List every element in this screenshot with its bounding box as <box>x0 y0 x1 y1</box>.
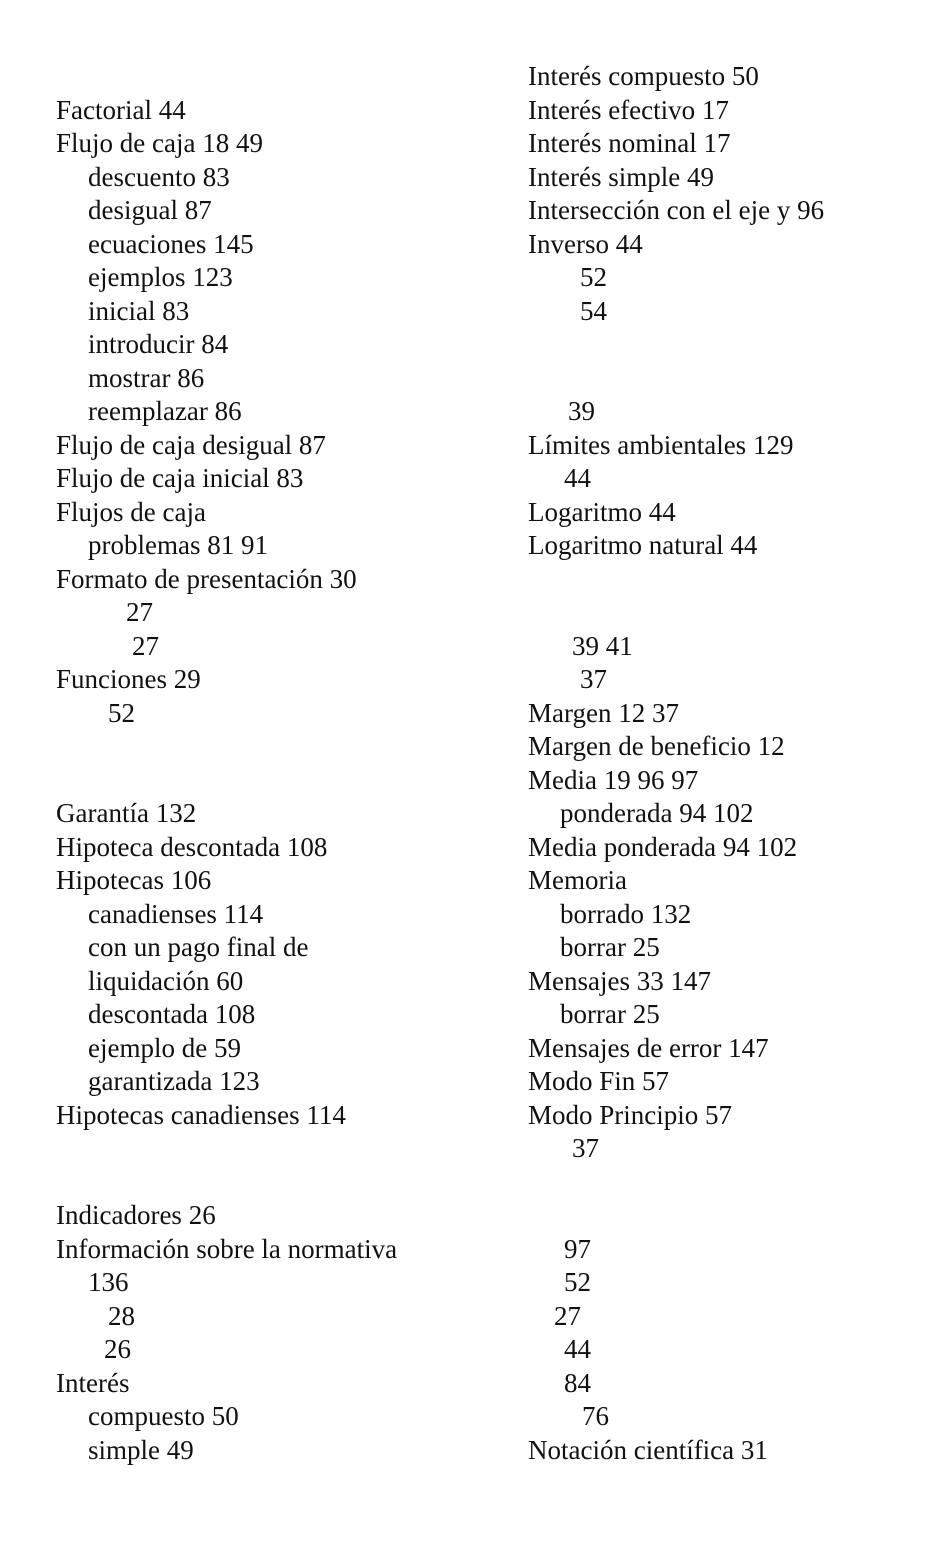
index-subentry: 27 <box>126 597 153 627</box>
index-subentry: 44 <box>564 463 591 493</box>
index-entry: Hipotecas 106 <box>56 865 212 895</box>
index-entry <box>528 1166 928 1200</box>
index-column-right <box>528 60 928 1467</box>
index-subentry: 52 <box>564 1267 591 1297</box>
index-subentry: garantizada 123 <box>88 1066 260 1096</box>
index-subentry: ponderada 94 102 <box>560 798 754 828</box>
index-subentry: 26 <box>104 1334 131 1364</box>
index-subentry: reemplazar 86 <box>88 396 242 426</box>
index-entry: Mensajes de error 147 <box>528 1032 769 1063</box>
index-subentry: 37 <box>580 664 607 694</box>
index-entry <box>528 596 928 630</box>
index-entry: Interés efectivo 17 <box>528 94 729 125</box>
index-entry: Margen de beneficio 12 <box>528 731 785 761</box>
index-entry <box>528 563 928 597</box>
index-subentry: 136 <box>88 1267 129 1297</box>
index-entry: Límites ambientales 129 <box>528 429 794 460</box>
index-subentry: ecuaciones 145 <box>88 228 254 259</box>
index-entry: Interés nominal 17 <box>528 128 731 158</box>
index-subentry: descontada 108 <box>88 999 256 1029</box>
index-entry: Garantía 132 <box>56 798 197 828</box>
index-entry: Intersección con el eje y 96 <box>528 195 825 225</box>
index-subentry: borrado 132 <box>560 898 692 929</box>
index-entry <box>56 1166 496 1200</box>
index-subentry: descuento 83 <box>88 161 230 192</box>
index-entry <box>528 1199 928 1233</box>
index-entry: Flujo de caja 18 49 <box>56 128 263 158</box>
index-subentry: 76 <box>582 1401 609 1431</box>
index-entry <box>528 328 928 362</box>
index-entry: Interés compuesto 50 <box>528 61 759 91</box>
index-entry: Margen 12 37 <box>528 697 679 728</box>
index-entry: Memoria <box>528 865 627 895</box>
index-entry: Información sobre la normativa <box>56 1233 398 1264</box>
index-entry: Logaritmo 44 <box>528 496 676 527</box>
index-entry: Inverso 44 <box>528 228 643 259</box>
index-subentry: canadienses 114 <box>88 898 264 929</box>
index-entry <box>56 60 496 94</box>
index-subentry: liquidación 60 <box>88 965 244 996</box>
index-subentry: desigual 87 <box>88 195 212 225</box>
index-subentry: compuesto 50 <box>88 1401 239 1431</box>
index-subentry: 44 <box>564 1334 591 1364</box>
index-subentry: borrar 25 <box>560 999 660 1029</box>
index-entry: Flujo de caja inicial 83 <box>56 463 304 493</box>
index-entry: Modo Fin 57 <box>528 1066 670 1096</box>
index-subentry: ejemplos 123 <box>88 262 233 292</box>
index-entry <box>56 730 496 764</box>
index-subentry: con un pago final de <box>88 932 309 962</box>
index-subentry: problemas 81 91 <box>88 530 268 560</box>
index-entry: Interés <box>56 1367 130 1398</box>
index-entry: Hipotecas canadienses 114 <box>56 1099 346 1130</box>
index-subentry: 39 41 <box>572 630 633 661</box>
index-subentry: mostrar 86 <box>88 362 205 393</box>
index-entry: Flujos de caja <box>56 496 206 527</box>
index-entry: Factorial 44 <box>56 94 186 125</box>
index-entry: Funciones 29 <box>56 664 201 694</box>
index-subentry: borrar 25 <box>560 932 660 962</box>
index-subentry: 39 <box>568 396 595 426</box>
index-subentry: 97 <box>564 1233 591 1264</box>
index-subentry: 28 <box>108 1300 135 1331</box>
index-entry: Hipoteca descontada 108 <box>56 831 328 862</box>
index-entry: Interés simple 49 <box>528 161 714 192</box>
index-entry <box>56 1132 496 1166</box>
index-entry: Modo Principio 57 <box>528 1099 733 1130</box>
index-entry: Formato de presentación 30 <box>56 563 357 594</box>
index-entry: Mensajes 33 147 <box>528 965 711 996</box>
index-subentry: inicial 83 <box>88 295 190 326</box>
index-entry <box>528 362 928 396</box>
index-entry: Media ponderada 94 102 <box>528 831 798 862</box>
index-subentry: simple 49 <box>88 1434 194 1465</box>
index-subentry: ejemplo de 59 <box>88 1032 241 1063</box>
index-subentry: 27 <box>554 1300 581 1331</box>
index-entry <box>56 764 496 798</box>
index-subentry: 27 <box>132 630 159 661</box>
index-subentry: 52 <box>108 697 135 728</box>
index-subentry: 54 <box>580 295 607 326</box>
index-entry: Media 19 96 97 <box>528 764 699 795</box>
index-entry: Notación científica 31 <box>528 1434 768 1465</box>
index-entry: Logaritmo natural 44 <box>528 530 758 560</box>
index-subentry: introducir 84 <box>88 329 229 359</box>
index-column-left <box>56 60 496 1467</box>
index-subentry: 84 <box>564 1367 591 1398</box>
index-subentry: 52 <box>580 262 607 292</box>
index-entry: Indicadores 26 <box>56 1200 216 1230</box>
index-subentry: 37 <box>572 1133 599 1163</box>
index-entry: Flujo de caja desigual 87 <box>56 429 326 460</box>
